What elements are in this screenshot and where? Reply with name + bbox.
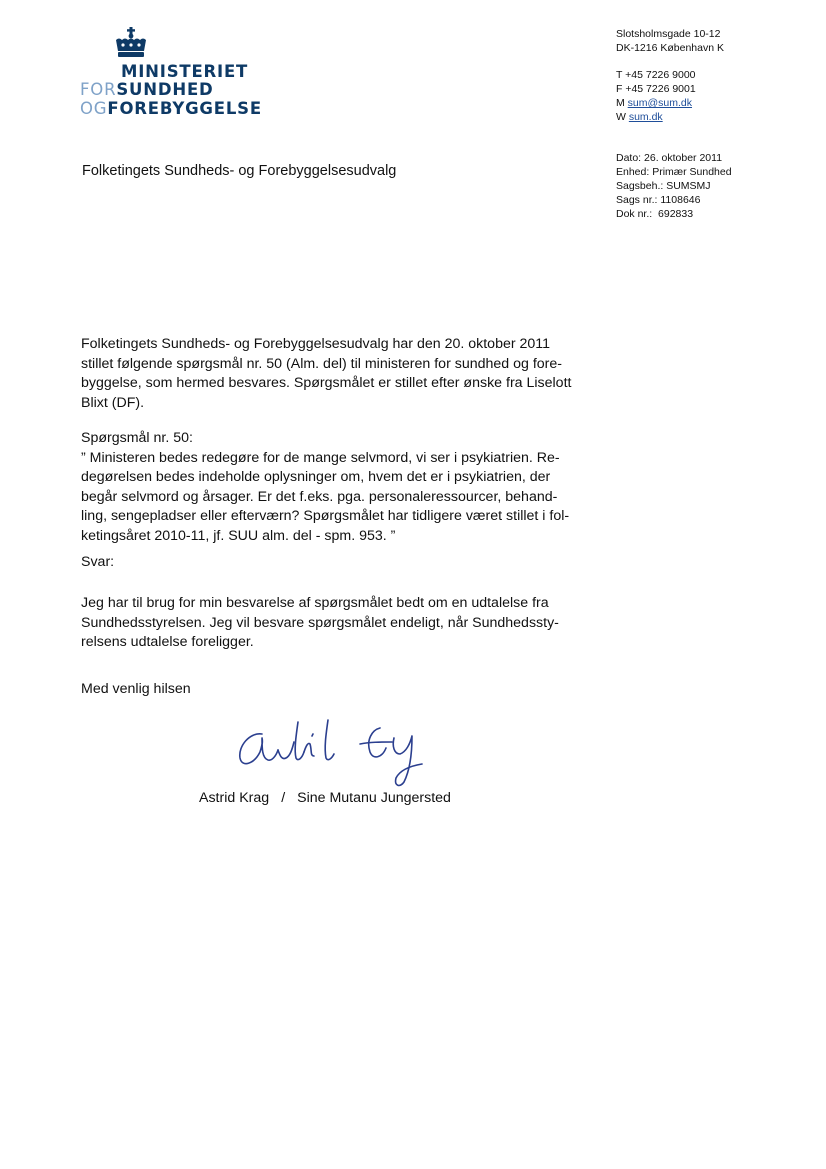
case-meta-block bbox=[616, 151, 732, 221]
question-line: ketingsåret 2010-11, jf. SUU alm. del - spm. 953. ” bbox=[81, 527, 396, 544]
contact-mail: M sum@sum.dk bbox=[616, 97, 693, 109]
handwritten-signature bbox=[232, 712, 437, 792]
closing: Med venlig hilsen bbox=[81, 681, 191, 697]
logo-line-ministeriet: MINISTERIET bbox=[121, 62, 249, 81]
question-heading: Spørgsmål nr. 50: bbox=[81, 430, 193, 446]
answer-heading: Svar: bbox=[81, 554, 115, 570]
answer-line: Jeg har til brug for min besvarelse af spørgsmålet bedt om en udtalelse fra bbox=[81, 595, 549, 611]
web-link[interactable]: sum.dk bbox=[628, 111, 663, 123]
signer-official: Sine Mutanu Jungersted bbox=[297, 790, 451, 806]
signer-minister: Astrid Krag bbox=[199, 790, 270, 806]
meta-unit: Enhed: Primær Sundhed bbox=[616, 166, 732, 178]
mail-link[interactable]: sum@sum.dk bbox=[627, 97, 693, 109]
address-street: Slotsholmsgade 10-12 bbox=[616, 28, 721, 40]
contact-block bbox=[616, 68, 696, 124]
signer-names bbox=[199, 790, 451, 806]
question-paragraph bbox=[81, 429, 581, 547]
intro-line: byggelse, som hermed besvares. Spørgsmålet er stillet efter ønske fra Liselott bbox=[81, 375, 572, 392]
crown-icon bbox=[114, 27, 148, 59]
address-city: DK-1216 København K bbox=[616, 42, 724, 54]
answer-paragraph bbox=[81, 594, 581, 653]
question-line: ” Ministeren bedes redegøre for de mange selvmord, vi ser i psykiatrien. Re- bbox=[81, 449, 560, 466]
contact-web: W sum.dk bbox=[616, 111, 663, 123]
contact-fax: F +45 7226 9001 bbox=[616, 83, 696, 95]
meta-doc-no: Dok nr.: 692833 bbox=[616, 208, 694, 220]
signer-separator: / bbox=[281, 790, 286, 806]
intro-line: Folketingets Sundheds- og Forebyggelsesudvalg har den 20. oktober 2011 bbox=[81, 336, 551, 352]
question-line: degørelsen bedes indeholde oplysninger om, hvem det er i psykiatrien, der bbox=[81, 469, 551, 486]
answer-line: Sundhedsstyrelsen. Jeg vil besvare spørgsmålet endeligt, når Sundhedssty- bbox=[81, 614, 559, 631]
logo-line-for-sundhed: FORSUNDHED bbox=[80, 80, 214, 99]
intro-line: Blixt (DF). bbox=[81, 394, 145, 411]
intro-paragraph bbox=[81, 335, 581, 413]
intro-line: stillet følgende spørgsmål nr. 50 (Alm. del) til ministeren for sundhed og fore- bbox=[81, 355, 563, 372]
address-block bbox=[616, 27, 724, 55]
meta-date: Dato: 26. oktober 2011 bbox=[616, 152, 723, 164]
question-line: begår selvmord og årsager. Er det f.eks. pga. personaleressourcer, behand- bbox=[81, 488, 558, 505]
meta-case-no: Sags nr.: 1108646 bbox=[616, 194, 701, 206]
contact-phone: T +45 7226 9000 bbox=[616, 69, 696, 81]
question-line: ling, sengepladser eller efterværn? Spørgsmålet har tidligere været stillet i fol- bbox=[81, 508, 570, 525]
answer-line: relsens udtalelse foreligger. bbox=[81, 634, 254, 651]
meta-handler: Sagsbeh.: SUMSMJ bbox=[616, 180, 711, 192]
logo-line-og-forebyggelse: OGFOREBYGGELSE bbox=[80, 99, 262, 118]
recipient: Folketingets Sundheds- og Forebyggelsesudvalg bbox=[82, 163, 397, 179]
